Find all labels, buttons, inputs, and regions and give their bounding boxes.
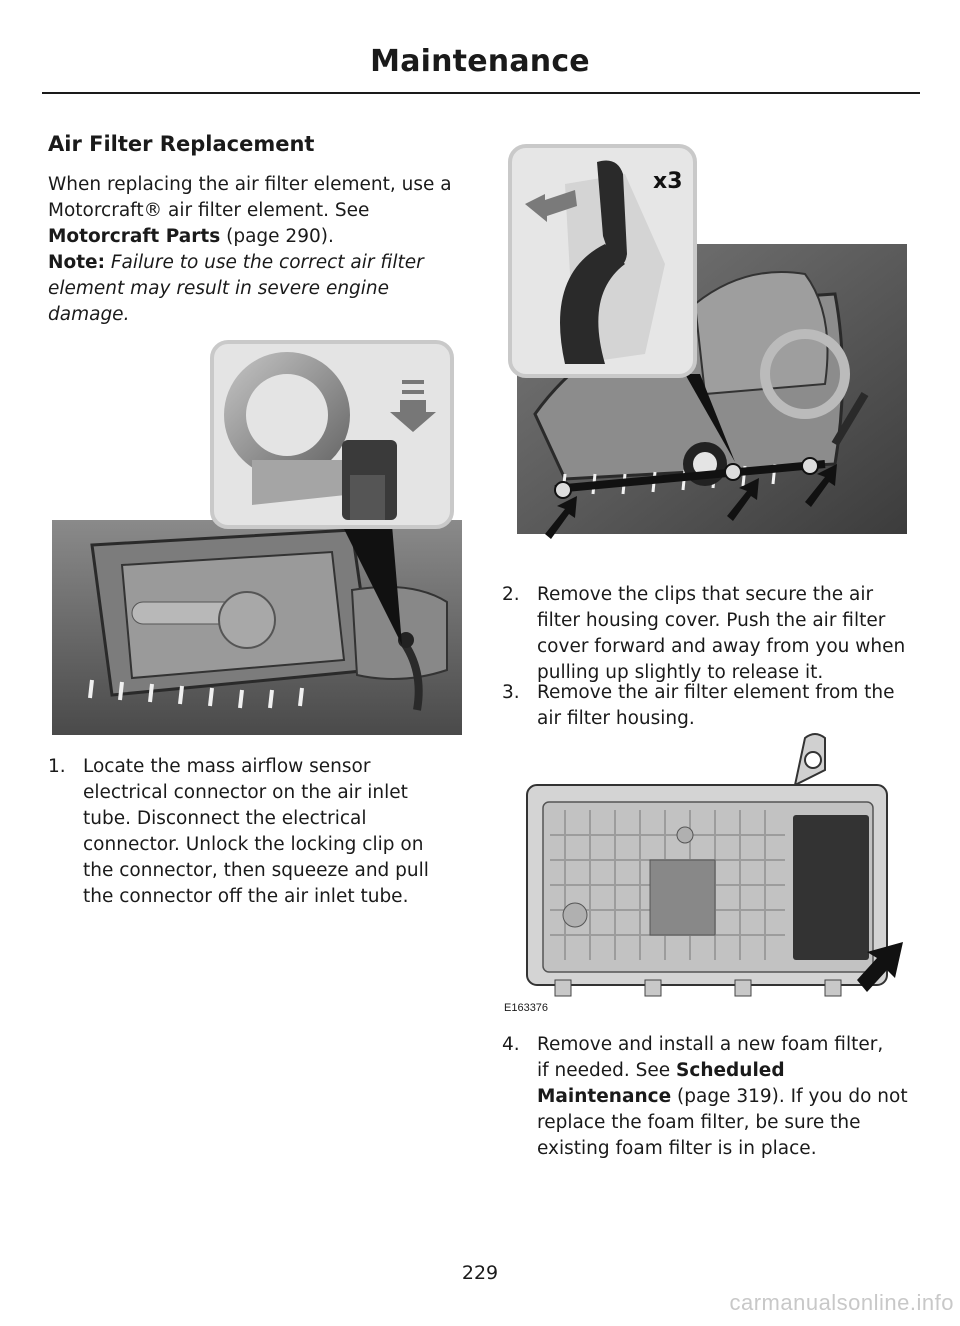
intro-text: When replacing the air filter element, use a Motorcraft® air filter element. See <box>48 174 452 221</box>
step-line <box>537 1084 908 1110</box>
step-line: pulling up slightly to release it. <box>537 662 824 683</box>
note-label: Note: <box>48 252 105 273</box>
intro-paragraph <box>48 172 463 250</box>
step-line: Remove and install a new foam filter, <box>537 1034 884 1055</box>
page-number: 229 <box>461 1262 499 1284</box>
figure-foam-filter <box>505 730 910 1002</box>
header-divider <box>42 92 920 94</box>
step-2 <box>502 582 922 692</box>
step-text <box>537 680 895 732</box>
step-text <box>83 754 429 910</box>
step-3 <box>502 680 922 736</box>
figure-code: E163376 <box>504 1002 549 1014</box>
step-line: Locate the mass airflow sensor <box>83 756 371 777</box>
step-1 <box>48 754 468 914</box>
step-text-span: if needed. See <box>537 1060 677 1081</box>
step-line: filter housing cover. Push the air filter <box>537 610 886 631</box>
step-number: 1. <box>48 756 66 777</box>
figure-housing-clips <box>505 144 910 549</box>
page-header-title: Maintenance <box>370 44 590 79</box>
step-line: replace the foam filter, be sure the <box>537 1112 861 1133</box>
scheduled-maintenance-link[interactable]: Scheduled <box>676 1060 785 1081</box>
step-line: the connector, then squeeze and pull <box>83 860 429 881</box>
note-text: Failure to use the correct air filter element may result in severe engine damage. <box>48 252 424 325</box>
step-text <box>537 582 905 686</box>
note-paragraph <box>48 250 463 328</box>
step-line <box>537 1058 908 1084</box>
motorcraft-parts-link[interactable]: Motorcraft Parts <box>48 226 221 247</box>
step-line: connector. Unlock the locking clip on <box>83 834 424 855</box>
step-line: Remove the air filter element from the <box>537 682 895 703</box>
step-line: existing foam filter is in place. <box>537 1138 817 1159</box>
step-line: tube. Disconnect the electrical <box>83 808 367 829</box>
step-4 <box>502 1032 922 1172</box>
step-line: electrical connector on the air inlet <box>83 782 408 803</box>
intro-page-ref: (page 290). <box>220 226 334 247</box>
watermark: carmanualsonline.info <box>729 1290 954 1315</box>
step-line: Remove the clips that secure the air <box>537 584 874 605</box>
figure-maf-connector <box>52 340 462 735</box>
step-text-span: (page 319). If you do not <box>671 1086 908 1107</box>
step-line: cover forward and away from you when <box>537 636 906 657</box>
step-line: air filter housing. <box>537 708 695 729</box>
step-line: the connector off the air inlet tube. <box>83 886 409 907</box>
step-number: 2. <box>502 584 520 605</box>
scheduled-maintenance-link-cont[interactable]: Maintenance <box>537 1086 672 1107</box>
section-title: Air Filter Replacement <box>48 132 315 156</box>
step-number: 3. <box>502 682 520 703</box>
step-text <box>537 1032 908 1162</box>
quantity-label: x3 <box>653 169 683 194</box>
step-number: 4. <box>502 1034 520 1055</box>
